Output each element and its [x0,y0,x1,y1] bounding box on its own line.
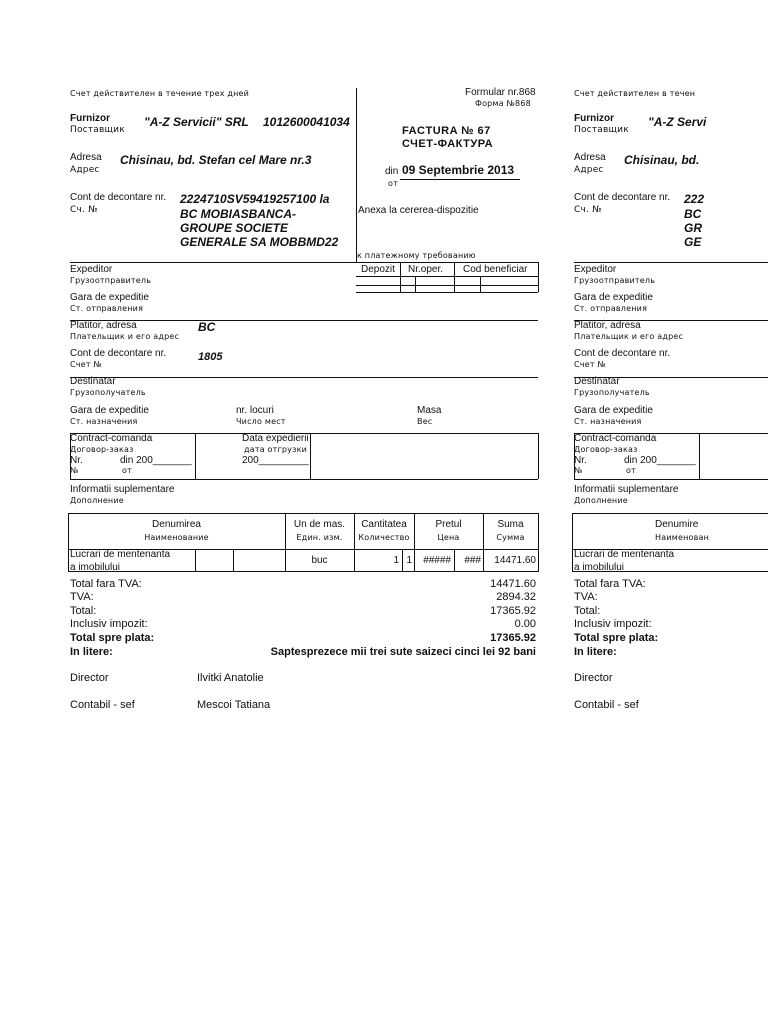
contract-label-ru-2: Договор-заказ [574,445,638,454]
col-denumire-ru: Наименование [144,533,209,542]
litere-label-2: In litere: [574,646,617,658]
col-um-ru: Един. изм. [296,533,343,542]
expeditor-label-2: Expeditor [574,264,617,275]
date-din: din [385,166,399,177]
gara-expeditie-label-ru: Ст. отправления [70,304,144,313]
account-label-2: Cont de decontare nr. [574,192,671,203]
total-fara-tva: 14471.60 [490,578,536,590]
col-pret-ru: Цена [437,533,460,542]
validity-note-2: Счет действителен в течен [574,89,696,98]
total-fara-tva-label: Total fara TVA: [70,578,142,590]
destinatar-label-2: Destinatar [574,376,620,387]
expeditor-label: Expeditor [70,264,113,275]
cont-label-ru-2: Счет № [574,360,606,369]
col-denumire: Denumirea [152,519,201,530]
contabil-label-2: Contabil - sef [574,699,639,711]
account-label: Cont de decontare nr. [70,192,167,203]
locuri-label: nr. locuri [236,405,274,416]
platitor-label: Platitor, adresa [70,320,137,331]
contabil-label: Contabil - sef [70,699,135,711]
contract-ot-2: от [626,466,636,475]
gara-expeditie-label-2: Gara de expeditie [574,292,653,303]
gara-destinatie-label-ru: Ст. назначения [70,417,138,426]
locuri-label-ru: Число мест [236,417,286,426]
director-name: Ilvitki Anatolie [197,672,264,684]
item-name-1: Lucrari de mentenanta [70,549,171,560]
account-label-ru: Сч. № [70,205,98,215]
cont-label-ru: Счет № [70,360,102,369]
account-line-3: GROUPE SOCIETE [180,221,289,235]
address-value: Chisinau, bd. Stefan cel Mare nr.3 [120,153,312,167]
contabil-name: Mescoi Tatiana [197,699,271,711]
supplier-name-2: "A-Z Servi [648,115,707,129]
invoice-title: FACTURA № 67 [402,125,491,137]
item-unit: buc [311,555,328,566]
contract-label-2: Contract-comanda [574,433,657,444]
total-fara-tva-label-2: Total fara TVA: [574,578,646,590]
col-pret: Pretul [435,519,462,530]
gara-destinatie-label-ru-2: Ст. назначения [574,417,642,426]
address-label-ru-2: Адрес [574,165,604,175]
expediere-label: Data expedierii [242,433,309,444]
gara-destinatie-label: Gara de expeditie [70,405,149,416]
director-label-2: Director [574,672,613,684]
info-label-2: Informatii suplementare [574,484,679,495]
account-line-2: BC MOBIASBANCA- [180,207,296,221]
contract-nr: Nr. [70,455,83,466]
contract-din-2: din 200_______ [624,455,696,466]
col-suma-ru: Сумма [496,533,525,542]
address-value-2: Chisinau, bd. [624,153,700,167]
platitor-label-2: Platitor, adresa [574,320,641,331]
annex-text-ru: к платежному требованию [357,251,476,260]
impozit-value: 0.00 [514,618,536,630]
col-suma: Suma [497,519,524,530]
date-ot: от [388,179,398,188]
address-label-ru: Адрес [70,165,100,175]
masa-label-ru: Вес [417,417,433,426]
destinatar-label-ru: Грузополучатель [70,388,146,397]
total-label: Total: [70,605,97,617]
item-qty-a: 1 [393,555,399,566]
spre-plata-value: 17365.92 [490,632,536,644]
form-number-ru: Форма №868 [475,99,531,108]
supplier-label-2: Furnizor [574,113,614,124]
info-label-ru: Дополнение [70,496,124,505]
depozit-header: Depozit [361,264,395,275]
account-line-4: GENERALE SA MOBBMD22 [180,235,339,249]
contract-nr-ru-2: № [574,466,583,475]
contract-label-ru: Договор-заказ [70,445,134,454]
item-name-2: a imobilului [70,562,121,573]
platitor-label-ru: Плательщик и его адрес [70,332,180,341]
gara-expeditie-label: Gara de expeditie [70,292,149,303]
account-line-3-2: GR [684,221,702,235]
expeditor-label-ru-2: Грузоотправитель [574,276,656,285]
impozit-label: Inclusiv impozit: [70,618,148,630]
address-label: Adresa [70,152,102,163]
tva-label: TVA: [70,591,94,603]
account-label-ru-2: Сч. № [574,205,602,215]
col-denumire-ru-2: Наименован [655,533,710,542]
platitor-label-ru-2: Плательщик и его адрес [574,332,684,341]
account-line-2-2: BC [684,207,702,221]
masa-label: Masa [417,405,442,416]
expediere-label-ru: дата отгрузки [244,445,307,454]
validity-note: Счет действителен в течение трех дней [70,89,250,98]
gara-destinatie-label-2: Gara de expeditie [574,405,653,416]
litere-label: In litere: [70,646,113,658]
supplier-label-ru-2: Поставщик [574,125,629,135]
tva-label-2: TVA: [574,591,598,603]
tva-value: 2894.32 [496,591,536,603]
supplier-label-ru: Поставщик [70,125,125,135]
account-line-1-2: 222 [684,192,705,206]
item-price-a: ##### [423,555,451,566]
impozit-label-2: Inclusiv impozit: [574,618,652,630]
expeditor-label-ru: Грузоотправитель [70,276,152,285]
gara-expeditie-label-ru-2: Ст. отправления [574,304,648,313]
contract-label: Contract-comanda [70,433,153,444]
nr-oper-header: Nr.oper. [408,264,444,275]
item-price-b: ### [464,555,481,566]
invoice-date: 09 Septembrie 2013 [402,163,515,177]
cont-label: Cont de decontare nr. [70,348,167,359]
destinatar-label-ru-2: Грузополучатель [574,388,650,397]
cont-label-2: Cont de decontare nr. [574,348,671,359]
supplier-name: "A-Z Servicii" SRL [144,115,249,129]
cod-beneficiar-header: Cod beneficiar [463,264,528,275]
contract-nr-ru: № [70,466,79,475]
director-label: Director [70,672,109,684]
expediere-value: 200_________ [242,455,309,466]
col-um: Un de mas. [293,519,346,530]
supplier-label: Furnizor [70,113,110,124]
destinatar-label: Destinatar [70,376,116,387]
platitor-value: BC [198,320,216,334]
item-name-1-2: Lucrari de mentenanta [574,549,675,560]
spre-plata-label-2: Total spre plata: [574,632,659,644]
info-label-ru-2: Дополнение [574,496,628,505]
item-name-2-2: a imobilului [574,562,625,573]
total-value: 17365.92 [490,605,536,617]
item-sum: 14471.60 [494,555,536,566]
col-denumire-2: Denumire [655,519,699,530]
contract-din: din 200_______ [120,455,192,466]
contract-ot: от [122,466,132,475]
info-label: Informatii suplementare [70,484,175,495]
account-line-1: 2224710SV59419257100 la [180,192,330,206]
invoice-title-ru: СЧЕТ-ФАКТУРА [402,138,494,150]
col-cantitate: Cantitatea [361,519,407,530]
invoice-copy-2 [504,0,768,760]
form-number-ro: Formular nr.868 [465,87,536,98]
address-label-2: Adresa [574,152,606,163]
annex-text: Anexa la cererea-dispozitie [358,205,479,216]
spre-plata-label: Total spre plata: [70,632,155,644]
cont-value: 1805 [198,351,223,363]
litere-value: Saptesprezece mii trei sute saizeci cinci lei 92 bani [270,646,536,658]
col-cantitate-ru: Количество [358,533,410,542]
supplier-code: 1012600041034 [263,115,350,129]
item-qty-b: 1 [406,555,412,566]
total-label-2: Total: [574,605,601,617]
account-line-4-2: GE [684,235,702,249]
contract-nr-2: Nr. [574,455,587,466]
